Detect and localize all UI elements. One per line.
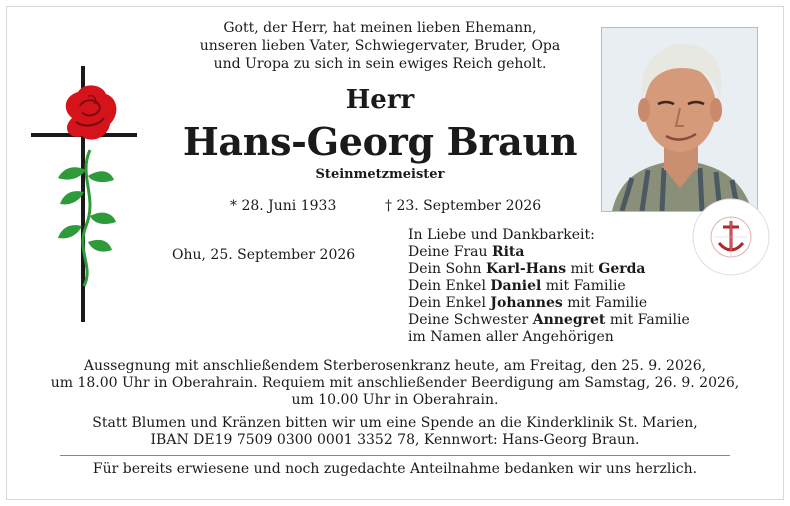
list-item: Deine Frau Rita bbox=[408, 244, 525, 260]
service-line: Aussegnung mit anschließendem Sterberosenkranz heute, am Freitag, den 25. 9. 2026, bbox=[83, 358, 707, 374]
list-item: Deine Schwester Annegret mit Familie bbox=[408, 312, 690, 328]
mourners-heading: In Liebe und Dankbarkeit: bbox=[408, 227, 595, 243]
deceased-name: Hans-Georg Braun bbox=[182, 119, 578, 164]
salutation: Herr bbox=[345, 85, 415, 115]
donation-line: Statt Blumen und Kränzen bitten wir um eine Spende an die Kinderklinik St. Marien, bbox=[92, 415, 698, 431]
cross-with-rose-icon bbox=[28, 66, 140, 326]
birth-date: * 28. Juni 1933 bbox=[230, 198, 337, 214]
profession: Steinmetzmeister bbox=[315, 167, 445, 182]
portrait-illustration bbox=[602, 28, 757, 211]
list-item: Dein Enkel Daniel mit Familie bbox=[408, 278, 626, 294]
death-date: † 23. September 2026 bbox=[385, 198, 542, 214]
donation-line: IBAN DE19 7509 0300 0001 3352 78, Kennwort: Hans-Georg Braun. bbox=[150, 432, 640, 448]
donation-details bbox=[30, 415, 760, 449]
list-item: Dein Sohn Karl-Hans mit Gerda bbox=[408, 261, 646, 277]
service-line: um 10.00 Uhr in Oberahrain. bbox=[291, 392, 499, 408]
intro-line: und Uropa zu sich in sein ewiges Reich geholt. bbox=[213, 56, 547, 72]
anchor-cross-emblem-icon bbox=[691, 197, 771, 277]
mourners-closing: im Namen aller Angehörigen bbox=[408, 329, 614, 345]
intro-text bbox=[170, 19, 590, 73]
service-line: um 18.00 Uhr in Oberahrain. Requiem mit anschließender Beerdigung am Samstag, 26. 9. 2026, bbox=[50, 375, 740, 391]
thanks-text: Für bereits erwiesene und noch zugedachte Anteilnahme bedanken wir uns herzlich. bbox=[92, 461, 698, 477]
divider bbox=[60, 455, 730, 456]
service-details bbox=[30, 358, 760, 409]
intro-line: unseren lieben Vater, Schwiegervater, Bruder, Opa bbox=[199, 38, 561, 54]
list-item: Dein Enkel Johannes mit Familie bbox=[408, 295, 648, 311]
portrait-photo bbox=[601, 27, 758, 212]
place-date: Ohu, 25. September 2026 bbox=[172, 247, 356, 263]
intro-line: Gott, der Herr, hat meinen lieben Ehemann, bbox=[223, 20, 537, 36]
mourners-list bbox=[408, 227, 690, 346]
